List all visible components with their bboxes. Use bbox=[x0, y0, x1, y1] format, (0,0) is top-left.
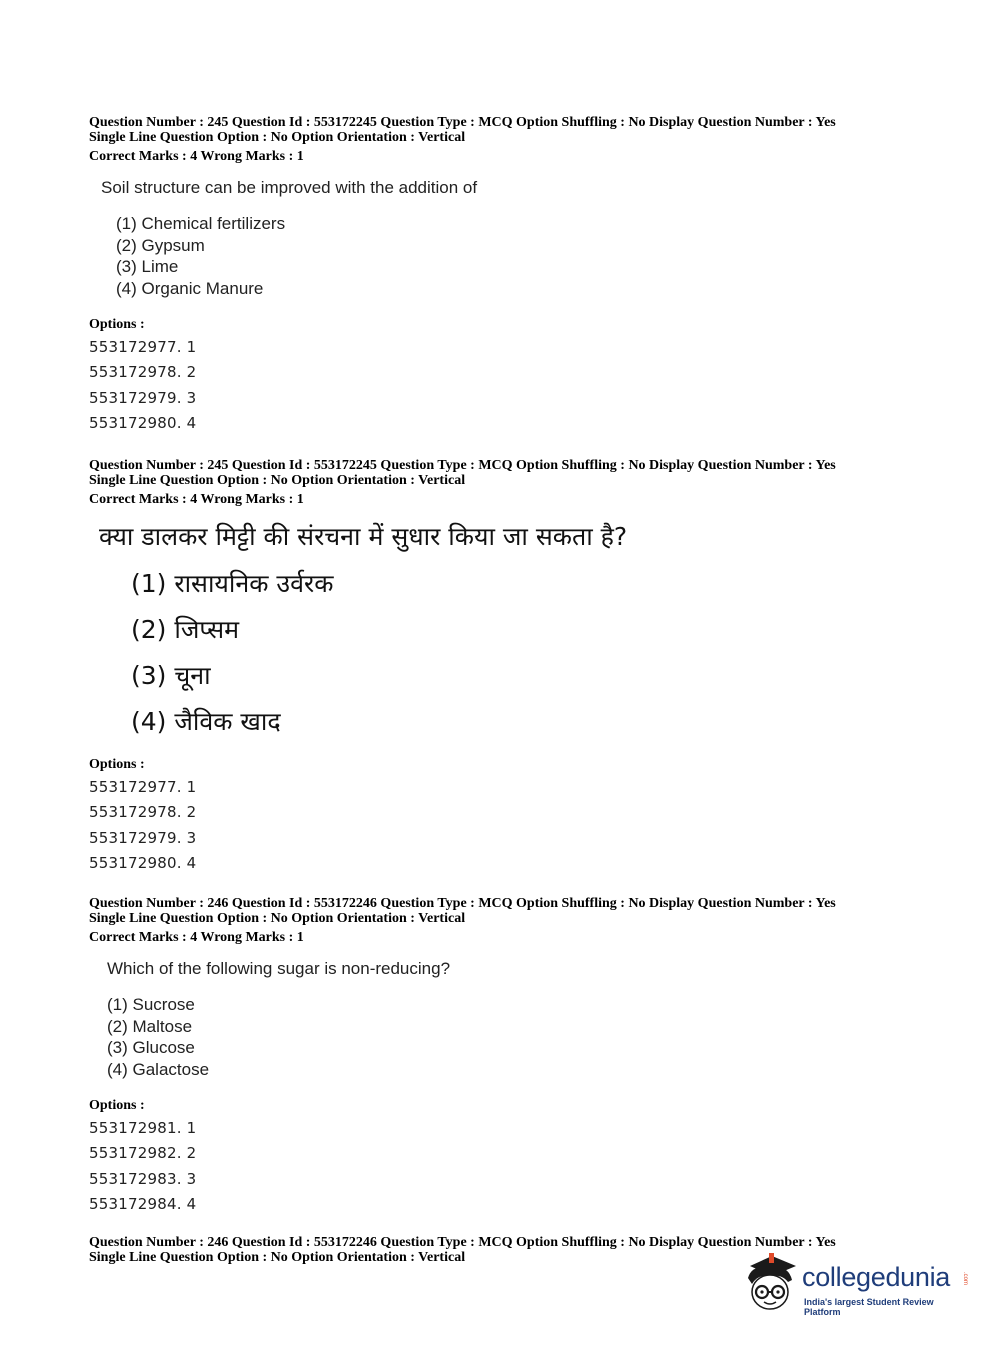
choice-4: (4) Organic Manure bbox=[116, 278, 264, 298]
question-block-245-en bbox=[89, 115, 969, 436]
question-text: Which of the following sugar is non-reducing? bbox=[107, 959, 451, 978]
options-label: Options : bbox=[89, 1098, 145, 1113]
options-label: Options : bbox=[89, 757, 145, 772]
meta-line-2: Single Line Question Option : No Option Orientation : Vertical bbox=[89, 1250, 466, 1265]
option-id: 553172977. 1 bbox=[89, 778, 197, 796]
choice-2: (2) Gypsum bbox=[116, 235, 205, 255]
option-id-list bbox=[89, 335, 969, 436]
question-text: Soil structure can be improved with the addition of bbox=[101, 178, 478, 197]
choice-1: (1) रासायनिक उर्वरक bbox=[131, 569, 334, 598]
option-id: 553172981. 1 bbox=[89, 1119, 197, 1137]
choice-4: (4) Galactose bbox=[107, 1059, 210, 1079]
question-meta bbox=[89, 115, 969, 164]
option-id: 553172978. 2 bbox=[89, 803, 197, 822]
choice-list bbox=[116, 213, 969, 299]
meta-line-1: Question Number : 246 Question Id : 553172246 Question Type : MCQ Option Shuffling : No Display Question Number : Yes bbox=[89, 1235, 836, 1250]
brand-tagline: India's largest Student Review Platform bbox=[804, 1297, 934, 1317]
collegedunia-logo bbox=[742, 1252, 972, 1318]
option-id: 553172977. 1 bbox=[89, 338, 197, 356]
meta-line-1: Question Number : 245 Question Id : 553172245 Question Type : MCQ Option Shuffling : No Display Question Number : Yes bbox=[89, 458, 836, 473]
option-id-list bbox=[89, 775, 969, 876]
choice-4: (4) जैविक खाद bbox=[131, 707, 281, 736]
option-id: 553172982. 2 bbox=[89, 1144, 197, 1163]
meta-line-2: Single Line Question Option : No Option Orientation : Vertical bbox=[89, 911, 466, 926]
choice-2: (2) जिप्सम bbox=[131, 615, 240, 644]
choice-1: (1) Chemical fertilizers bbox=[116, 214, 286, 233]
meta-line-1: Question Number : 245 Question Id : 553172245 Question Type : MCQ Option Shuffling : No Display Question Number : Yes bbox=[89, 115, 836, 130]
option-id: 553172984. 4 bbox=[89, 1194, 197, 1213]
marks-line: Correct Marks : 4 Wrong Marks : 1 bbox=[89, 149, 304, 164]
meta-line-2: Single Line Question Option : No Option Orientation : Vertical bbox=[89, 130, 466, 145]
marks-line: Correct Marks : 4 Wrong Marks : 1 bbox=[89, 930, 304, 945]
marks-line: Correct Marks : 4 Wrong Marks : 1 bbox=[89, 492, 304, 507]
mascot-icon bbox=[742, 1252, 802, 1318]
choice-3: (3) चूना bbox=[131, 661, 211, 690]
meta-line-2: Single Line Question Option : No Option Orientation : Vertical bbox=[89, 473, 466, 488]
option-id: 553172978. 2 bbox=[89, 363, 197, 382]
option-id: 553172980. 4 bbox=[89, 853, 197, 872]
question-text: क्या डालकर मिट्टी की संरचना में सुधार किया जा सकता है? bbox=[99, 522, 628, 551]
question-block-245-hi bbox=[89, 458, 969, 876]
meta-line-1: Question Number : 246 Question Id : 553172246 Question Type : MCQ Option Shuffling : No Display Question Number : Yes bbox=[89, 896, 836, 911]
question-block-246-en bbox=[89, 896, 969, 1217]
option-id: 553172983. 3 bbox=[89, 1169, 197, 1188]
brand-domain: .com bbox=[962, 1272, 968, 1286]
option-id: 553172979. 3 bbox=[89, 828, 197, 847]
question-meta bbox=[89, 458, 969, 507]
choice-list bbox=[131, 561, 969, 745]
choice-1: (1) Sucrose bbox=[107, 995, 195, 1014]
option-id-list bbox=[89, 1116, 969, 1217]
question-meta bbox=[89, 896, 969, 945]
choice-list bbox=[107, 994, 969, 1080]
choice-2: (2) Maltose bbox=[107, 1016, 193, 1036]
choice-3: (3) Lime bbox=[116, 257, 179, 276]
option-id: 553172979. 3 bbox=[89, 388, 197, 407]
brand-name: collegedunia bbox=[802, 1262, 951, 1292]
option-id: 553172980. 4 bbox=[89, 413, 197, 432]
choice-3: (3) Glucose bbox=[107, 1038, 195, 1057]
options-label: Options : bbox=[89, 317, 145, 332]
